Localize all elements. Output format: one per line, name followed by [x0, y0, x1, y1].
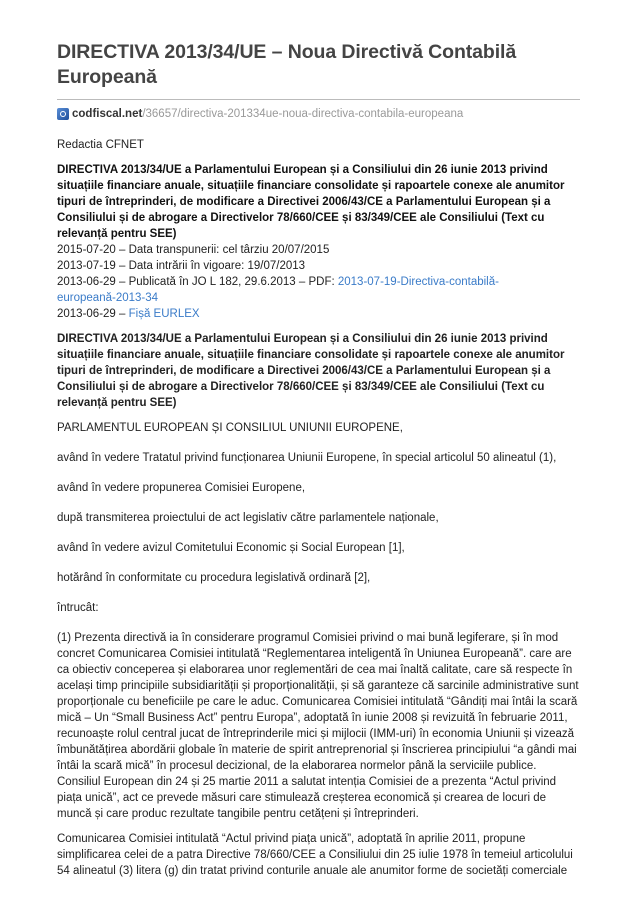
directive-heading-repeat: DIRECTIVA 2013/34/UE a Parlamentului European și a Consiliului din 26 iunie 2013 privind situațiile financiare anuale, situațiile financiare consolidate și rapoartele conexe ale anumitor tipuri de întreprinderi, de modificare a Directivei 2006/43/CE a Parlamentului European și a Consiliului și de abrogare a Directivelor 78/660/CEE și 83/349/CEE ale Consiliului (Text cu relevanță pentru SEE)	[57, 333, 565, 409]
site-logo-icon	[57, 108, 69, 120]
meta-transpose: 2015-07-20 – Data transpunerii: cel târziu 20/07/2015	[57, 244, 330, 256]
paragraph: hotărând în conformitate cu procedura legislativă ordinară [2],	[57, 572, 371, 584]
meta-eurlex-label: 2013-06-29 –	[57, 308, 129, 320]
paragraph: după transmiterea proiectului de act legislativ către parlamentele naționale,	[57, 512, 439, 524]
paragraph: întrucât:	[57, 602, 99, 614]
eurlex-link[interactable]: Fișă EURLEX	[128, 308, 200, 320]
paragraph: având în vedere propunerea Comisiei Europene,	[57, 482, 306, 494]
document-page	[57, 40, 580, 879]
paragraph: (1) Prezenta directivă ia în considerare programul Comisiei privind o mai bună legiferare, și în mod concret Comunicarea Comisiei intitulată “Reglementarea inteligentă în Uniunea Europeană”. care are ca obiectiv conceperea și elaborarea unor reglementări de cea mai înaltă calitate, care să respecte în același timp principiile subsidiarității și proporționalității, și să garanteze că sarcinile administrative sunt proporționale cu beneficiile pe care le aduc. Comunicarea Comisiei intitulată “Gândiți mai întâi la scară mică – Un “Small Business Act” pentru Europa”, adoptată în iunie 2008 și revizuită în februarie 2011, recunoaște rolul central jucat de întreprinderile mici și mijlocii (IMM-uri) în economia Uniunii și vizează îmbunătățirea abordării globale în materie de spirit antreprenorial și înscrierea principiului “a gândi mai întâi la scară mică” în procesul decizional, de la elaborarea normelor până la serviciile publice. Consiliul European din 24 și 25 martie 2011 a salutat intenția Comisiei de a prezenta “Actul privind piața unică”, act ce prevede măsuri care stimulează creșterea economică și crearea de locuri de muncă și care produc rezultate tangibile pentru cetățeni și întreprinderi.	[57, 632, 579, 820]
title-divider	[57, 99, 580, 100]
meta-published	[57, 274, 580, 306]
paragraph: având în vedere Tratatul privind funcționarea Uniunii Europene, în special articolul 50 alineatul (1),	[57, 452, 557, 464]
page-title: DIRECTIVA 2013/34/UE – Noua Directivă Contabilă Europeană	[57, 41, 517, 88]
intro-block	[57, 162, 580, 322]
paragraph: având în vedere avizul Comitetului Economic și Social European [1],	[57, 542, 405, 554]
meta-eurlex	[57, 306, 580, 322]
meta-in-force: 2013-07-19 – Data intrării în vigoare: 19/07/2013	[57, 260, 306, 272]
source-link[interactable]	[57, 106, 580, 122]
paragraph: PARLAMENTUL EUROPEAN ȘI CONSILIUL UNIUNII EUROPENE,	[57, 422, 403, 434]
byline: Redactia CFNET	[57, 139, 144, 151]
source-path[interactable]: /36657/directiva-201334ue-noua-directiva-contabila-europeana	[142, 108, 464, 120]
directive-heading: DIRECTIVA 2013/34/UE a Parlamentului European și a Consiliului din 26 iunie 2013 privind situațiile financiare anuale, situațiile financiare consolidate și rapoartele conexe ale anumitor tipuri de întreprinderi, de modificare a Directivei 2006/43/CE a Parlamentului European și a Consiliului și de abrogare a Directivelor 78/660/CEE și 83/349/CEE ale Consiliului (Text cu relevanță pentru SEE)	[57, 164, 565, 240]
source-site[interactable]: codfiscal.net	[72, 108, 143, 120]
pdf-link[interactable]: 2013-07-19-Directiva-contabilă-europeană-2013-34	[57, 276, 499, 304]
meta-published-label: 2013-06-29 – Publicată în JO L 182, 29.6.2013 – PDF:	[57, 276, 338, 288]
paragraph: Comunicarea Comisiei intitulată “Actul privind piața unică”, adoptată în aprilie 2011, propune simplificarea celei de a patra Directive 78/660/CEE a Consiliului din 25 iulie 1978 în temeiul articolului 54 alineatul (3) litera (g) din tratat privind conturile anuale ale anumitor forme de societăți comerciale	[57, 833, 573, 877]
